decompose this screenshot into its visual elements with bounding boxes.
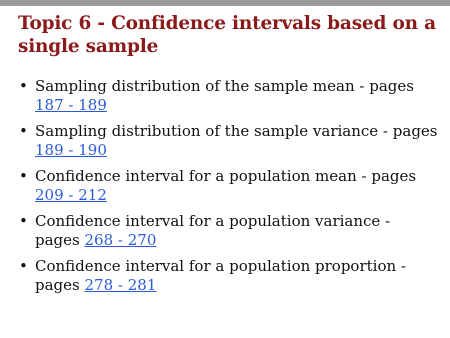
bullet-icon: • (19, 77, 28, 95)
page-range-link[interactable]: 278 - 281 (84, 276, 157, 294)
list-item (18, 212, 438, 250)
list-item (18, 77, 438, 115)
page-range-link[interactable]: 209 - 212 (35, 186, 107, 204)
bullet-text: Confidence interval for a population mean - pages (35, 167, 417, 185)
list-item (18, 167, 438, 205)
page-range-link[interactable]: 268 - 270 (84, 231, 157, 249)
bullet-text: Sampling distribution of the sample mean - pages (35, 77, 414, 95)
bullet-list (18, 77, 438, 302)
list-item (18, 122, 438, 160)
bullet-icon: • (19, 257, 28, 275)
top-bar (0, 0, 450, 6)
page-range-link[interactable]: 189 - 190 (35, 141, 107, 159)
bullet-icon: • (19, 167, 28, 185)
slide-title: Topic 6 - Confidence intervals based on a single sample (18, 13, 436, 57)
bullet-text: Confidence interval for a population variance - pages (35, 212, 391, 249)
list-item (18, 257, 438, 295)
bullet-icon: • (19, 122, 28, 140)
page-range-link[interactable]: 187 - 189 (35, 96, 107, 114)
bullet-text: Confidence interval for a population proportion - pages (35, 257, 406, 294)
bullet-icon: • (19, 212, 28, 230)
bullet-text: Sampling distribution of the sample variance - pages (35, 122, 438, 140)
